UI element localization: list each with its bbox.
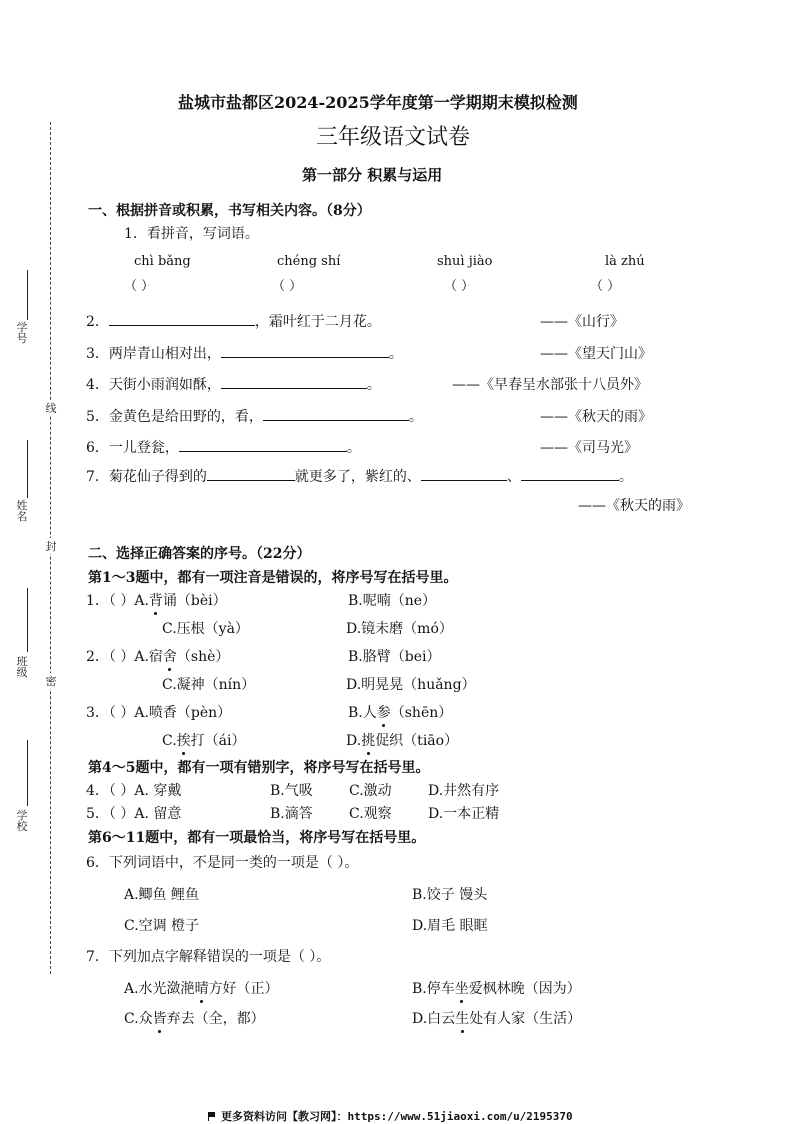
s2-note1: 第1～3题中，都有一项注音是错误的，将序号写在括号里。 — [88, 570, 458, 586]
label-banji: 班 级 — [16, 655, 28, 679]
s2-q7: 7．下列加点字解释错误的一项是（ ）。 — [86, 949, 331, 965]
label-xuehao: 学 号 — [16, 321, 28, 345]
blank-q7-2[interactable] — [421, 466, 507, 481]
s2-q6-d: D.眉毛 眼眶 — [412, 918, 488, 934]
s2-q4-d: D.井然有序 — [428, 783, 500, 799]
pinyin-2: chéng shí — [277, 254, 341, 269]
s2-q6-a: A.鲫鱼 鲤鱼 — [124, 887, 200, 903]
s2-q4-b: B.气吸 — [270, 783, 313, 799]
s1-q7-source: ——《秋天的雨》 — [578, 498, 690, 514]
blank-q7-3[interactable] — [521, 466, 619, 481]
s2-note3: 第6～11题中，都有一项最恰当，将序号写在括号里。 — [88, 830, 426, 846]
blank-q4[interactable] — [221, 374, 367, 389]
s2-q5-c: C.观察 — [349, 806, 392, 822]
seal-char-xian: 线 — [45, 402, 57, 415]
s2-q1-lead: 1．（ ）A.背诵（bèi） — [86, 590, 227, 610]
blank-q6[interactable] — [179, 437, 347, 452]
s2-q2-b: B.胳臂（bei） — [348, 649, 441, 665]
answer-paren-2[interactable]: （ ） — [272, 279, 303, 294]
seal-char-mi: 密 — [45, 675, 57, 688]
s2-note2: 第4～5题中，都有一项有错别字，将序号写在括号里。 — [88, 760, 430, 776]
footer-link[interactable]: 更多资料访问【教习网】：https://www.51jiaoxi.com/u/2195370 — [208, 1108, 573, 1124]
label-xuexiao: 学 校 — [16, 809, 28, 833]
s2-q4-c: C.激动 — [349, 783, 392, 799]
section2-heading: 二、选择正确答案的序号。（22分） — [88, 546, 311, 562]
flag-icon — [208, 1112, 217, 1121]
s2-q7-d: D.白云生处有人家（生活） — [412, 1008, 581, 1028]
label-xingming: 姓 名 — [16, 499, 28, 523]
answer-paren-1[interactable]: （ ） — [124, 279, 155, 294]
s1-q4: 4．天街小雨润如酥， 。 — [86, 374, 381, 394]
s2-q5-d: D.一本正精 — [428, 806, 500, 822]
s2-q3-lead: 3．（ ）A.喷香（pèn） — [86, 705, 232, 721]
s2-q7-a: A.水光潋滟晴方好（正） — [124, 978, 279, 998]
blank-banji[interactable] — [27, 588, 28, 652]
s2-q2-c: C.凝神（nín） — [162, 677, 256, 693]
s1-q7: 7．菊花仙子得到的 就更多了，紫红的、 、 。 — [86, 466, 633, 486]
part-title: 第一部分 积累与运用 — [302, 166, 443, 184]
s2-q2-d: D.明晃晃（huǎng） — [346, 677, 476, 693]
s2-q1-d: D.镜未磨（mó） — [346, 621, 453, 637]
s1-q6-source: ——《司马光》 — [540, 440, 638, 456]
s2-q4-a: 4．（ ）A. 穿戴 — [86, 783, 182, 799]
s2-q5-b: B.滴答 — [270, 806, 313, 822]
s2-q7-b: B.停车坐爱枫林晚（因为） — [412, 978, 581, 998]
s1-q1-text: 1．看拼音，写词语。 — [124, 226, 259, 242]
s2-q6-b: B.饺子 馒头 — [412, 887, 488, 903]
s2-q7-c: C.众皆弃去（全，都） — [124, 1008, 265, 1028]
section1-heading: 一、根据拼音或积累，书写相关内容。（8分） — [88, 203, 371, 219]
blank-xuehao[interactable] — [27, 270, 28, 320]
s2-q3-b: B.人参（shēn） — [348, 702, 452, 722]
s2-q2-lead: 2．（ ）A.宿舍（shè） — [86, 646, 229, 666]
blank-q5[interactable] — [263, 406, 409, 421]
s2-q3-c: C.挨打（ái） — [162, 730, 246, 750]
blank-xingming[interactable] — [27, 440, 28, 498]
pinyin-4: là zhú — [605, 254, 645, 269]
blank-q2[interactable] — [109, 311, 255, 326]
blank-xuexiao[interactable] — [27, 740, 28, 806]
s1-q4-source: ——《早春呈水部张十八员外》 — [452, 377, 648, 393]
answer-paren-3[interactable]: （ ） — [444, 279, 475, 294]
s1-q3-source: ——《望天门山》 — [540, 346, 652, 362]
s2-q1-c: C.压根（yà） — [162, 621, 249, 637]
s1-q5: 5．金黄色是给田野的，看， 。 — [86, 406, 423, 426]
s1-q2-source: ——《山行》 — [540, 314, 624, 330]
s1-q6: 6．一儿登瓮， 。 — [86, 437, 361, 457]
s2-q6-c: C.空调 橙子 — [124, 918, 200, 934]
s1-q2: 2． ，霜叶红于二月花。 — [86, 311, 381, 331]
s2-q3-d: D.挑促织（tiāo） — [346, 730, 458, 750]
exam-title-line1: 盐城市盐都区2024-2025学年度第一学期期末模拟检测 — [178, 93, 578, 112]
pinyin-1: chì bǎng — [134, 254, 191, 269]
seal-char-feng: 封 — [45, 540, 57, 553]
pinyin-3: shuì jiào — [437, 254, 493, 269]
s2-q6: 6．下列词语中，不是同一类的一项是（ ）。 — [86, 855, 359, 871]
exam-title-line2: 三年级语文试卷 — [316, 125, 471, 150]
blank-q3[interactable] — [221, 343, 389, 358]
s2-q1-b: B.呢喃（ne） — [348, 593, 437, 609]
s1-q5-source: ——《秋天的雨》 — [540, 409, 652, 425]
blank-q7-1[interactable] — [207, 466, 295, 481]
answer-paren-4[interactable]: （ ） — [590, 279, 621, 294]
s1-q3: 3．两岸青山相对出， 。 — [86, 343, 403, 363]
s2-q5-a: 5．（ ）A. 留意 — [86, 806, 182, 822]
